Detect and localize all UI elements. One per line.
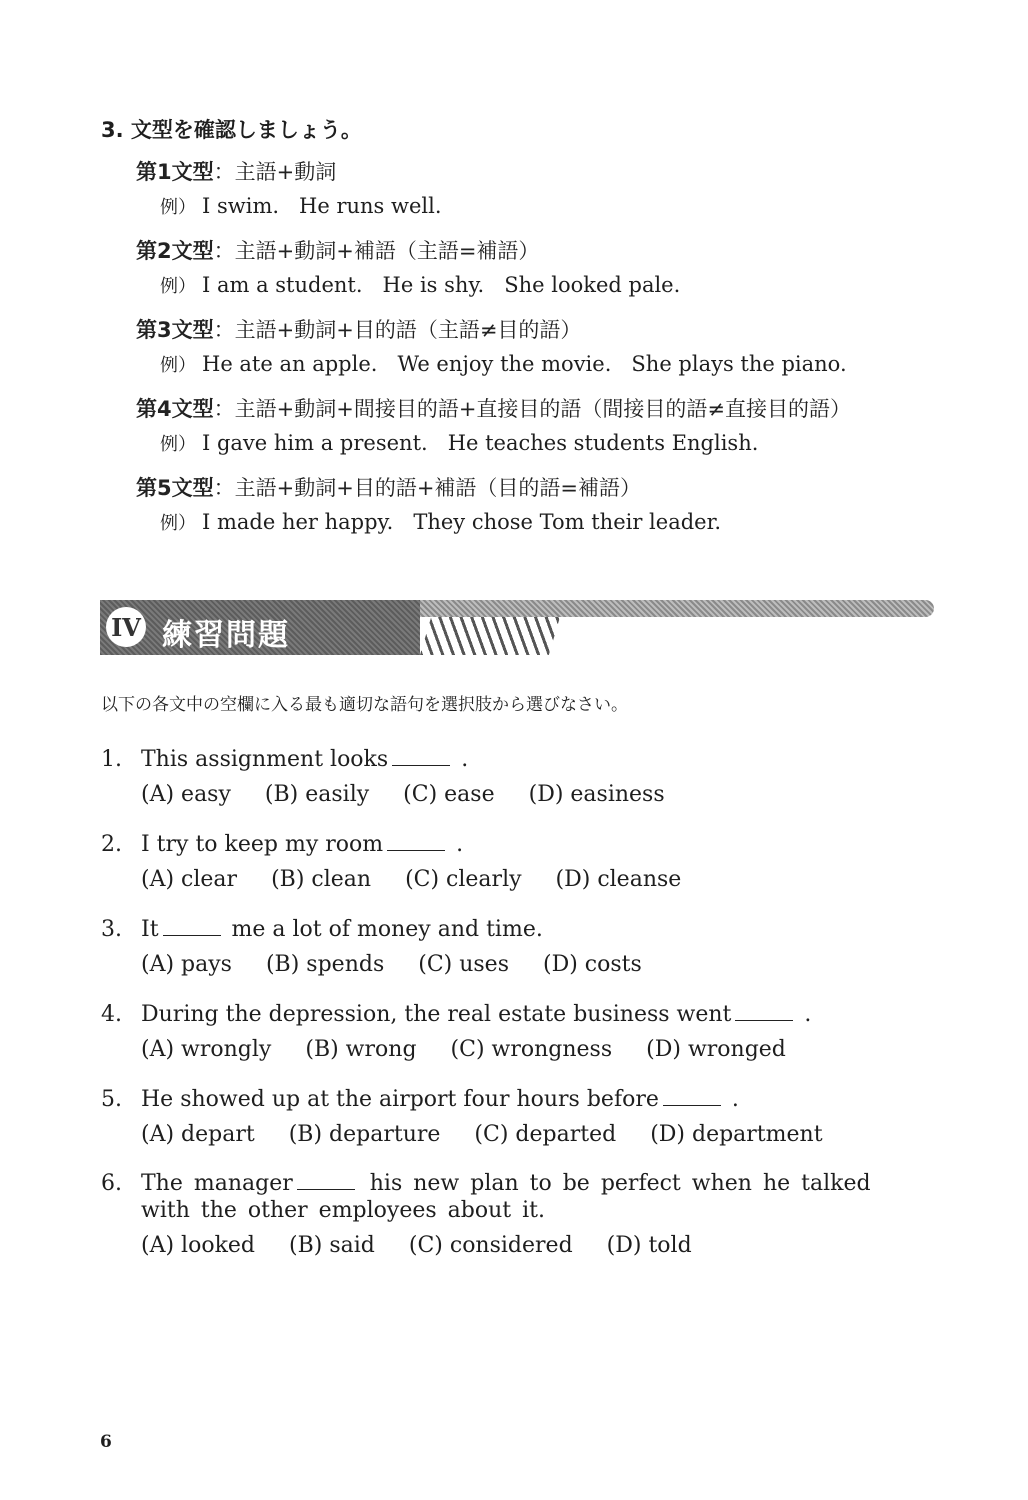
example-prefix: 例） xyxy=(160,434,196,455)
pattern-2 xyxy=(136,237,680,301)
question-3 xyxy=(101,916,911,978)
question-4 xyxy=(101,1001,911,1063)
pattern-formula: ：主語+動詞+目的語（主語≠目的語） xyxy=(213,318,582,342)
example-prefix: 例） xyxy=(160,276,196,297)
section-numeral: IV xyxy=(106,607,146,647)
question-2 xyxy=(101,831,911,893)
option-c: (C) ease xyxy=(403,782,495,807)
question-text-before: It xyxy=(141,917,159,942)
option-d: (D) easiness xyxy=(528,782,665,807)
pattern-formula: ：主語+動詞+補語（主語=補語） xyxy=(213,239,540,263)
pattern-example: I gave him a present. He teaches students English. xyxy=(202,431,759,455)
answer-blank xyxy=(663,1087,721,1106)
pattern-formula: ：主語+動詞+間接目的語+直接目的語（間接目的語≠直接目的語） xyxy=(213,397,852,421)
option-a: (A) pays xyxy=(141,952,232,977)
question-number: 5. xyxy=(101,1087,122,1112)
option-d: (D) department xyxy=(650,1122,823,1147)
question-text-after: his new plan to be perfect when he talked with the other employees about it. xyxy=(141,1171,871,1223)
option-b: (B) departure xyxy=(288,1122,441,1147)
pattern-label: 第1文型 xyxy=(136,160,214,184)
pattern-1 xyxy=(136,158,442,222)
question-text-before: He showed up at the airport four hours before xyxy=(141,1087,659,1112)
option-c: (C) departed xyxy=(474,1122,617,1147)
option-d: (D) costs xyxy=(543,952,642,977)
answer-blank xyxy=(297,1171,355,1190)
question-text-after: . xyxy=(456,832,464,857)
option-a: (A) clear xyxy=(141,867,238,892)
example-prefix: 例） xyxy=(160,197,196,218)
pattern-5 xyxy=(136,474,721,538)
slash-decoration xyxy=(420,617,560,655)
option-c: (C) considered xyxy=(408,1233,573,1258)
option-a: (A) easy xyxy=(141,782,231,807)
option-b: (B) clean xyxy=(271,867,372,892)
option-a: (A) looked xyxy=(141,1233,256,1258)
question-5 xyxy=(101,1086,911,1148)
question-text-after: . xyxy=(461,747,469,772)
question-text-before: During the depression, the real estate business went xyxy=(141,1002,732,1027)
pattern-formula: ：主語+動詞+目的語+補語（目的語=補語） xyxy=(213,476,642,500)
pattern-label: 第4文型 xyxy=(136,397,214,421)
pattern-label: 第5文型 xyxy=(136,476,214,500)
question-text-after: . xyxy=(731,1087,739,1112)
option-c: (C) clearly xyxy=(405,867,522,892)
answer-blank xyxy=(163,917,221,936)
pattern-example: He ate an apple. We enjoy the movie. She plays the piano. xyxy=(202,352,847,376)
section-3-title: 3. 文型を確認しましょう。 xyxy=(101,118,362,142)
pattern-example: I am a student. He is shy. She looked pale. xyxy=(202,273,681,297)
question-number: 4. xyxy=(101,1002,122,1027)
pattern-formula: ：主語+動詞 xyxy=(213,160,337,184)
option-c: (C) wrongness xyxy=(450,1037,613,1062)
pattern-label: 第3文型 xyxy=(136,318,214,342)
option-d: (D) cleanse xyxy=(555,867,682,892)
option-b: (B) spends xyxy=(265,952,385,977)
option-b: (B) said xyxy=(289,1233,375,1258)
pattern-example: I made her happy. They chose Tom their leader. xyxy=(202,510,722,534)
pattern-4 xyxy=(136,395,851,459)
option-a: (A) depart xyxy=(141,1122,255,1147)
pattern-example: I swim. He runs well. xyxy=(202,194,442,218)
question-number: 1. xyxy=(101,747,122,772)
question-text-after: me a lot of money and time. xyxy=(231,917,543,942)
answer-blank xyxy=(392,747,450,766)
question-1 xyxy=(101,746,911,808)
instruction-text: 以下の各文中の空欄に入る最も適切な語句を選択肢から選びなさい。 xyxy=(101,695,628,715)
question-6 xyxy=(101,1170,911,1259)
question-number: 3. xyxy=(101,917,122,942)
option-d: (D) wronged xyxy=(646,1037,786,1062)
question-text-after: . xyxy=(804,1002,812,1027)
question-text-before: This assignment looks xyxy=(141,747,389,772)
section-title: 練習問題 xyxy=(162,618,290,653)
option-b: (B) easily xyxy=(264,782,370,807)
pattern-3 xyxy=(136,316,847,380)
option-b: (B) wrong xyxy=(305,1037,417,1062)
question-text-before: I try to keep my room xyxy=(141,832,384,857)
option-c: (C) uses xyxy=(418,952,509,977)
pattern-label: 第2文型 xyxy=(136,239,214,263)
option-d: (D) told xyxy=(606,1233,692,1258)
question-text-before: The manager xyxy=(141,1171,293,1196)
question-number: 2. xyxy=(101,832,122,857)
option-a: (A) wrongly xyxy=(141,1037,272,1062)
example-prefix: 例） xyxy=(160,513,196,534)
example-prefix: 例） xyxy=(160,355,196,376)
answer-blank xyxy=(735,1002,793,1021)
section-banner xyxy=(100,600,934,655)
answer-blank xyxy=(387,832,445,851)
question-number: 6. xyxy=(101,1171,122,1196)
page-number: 6 xyxy=(100,1432,112,1452)
